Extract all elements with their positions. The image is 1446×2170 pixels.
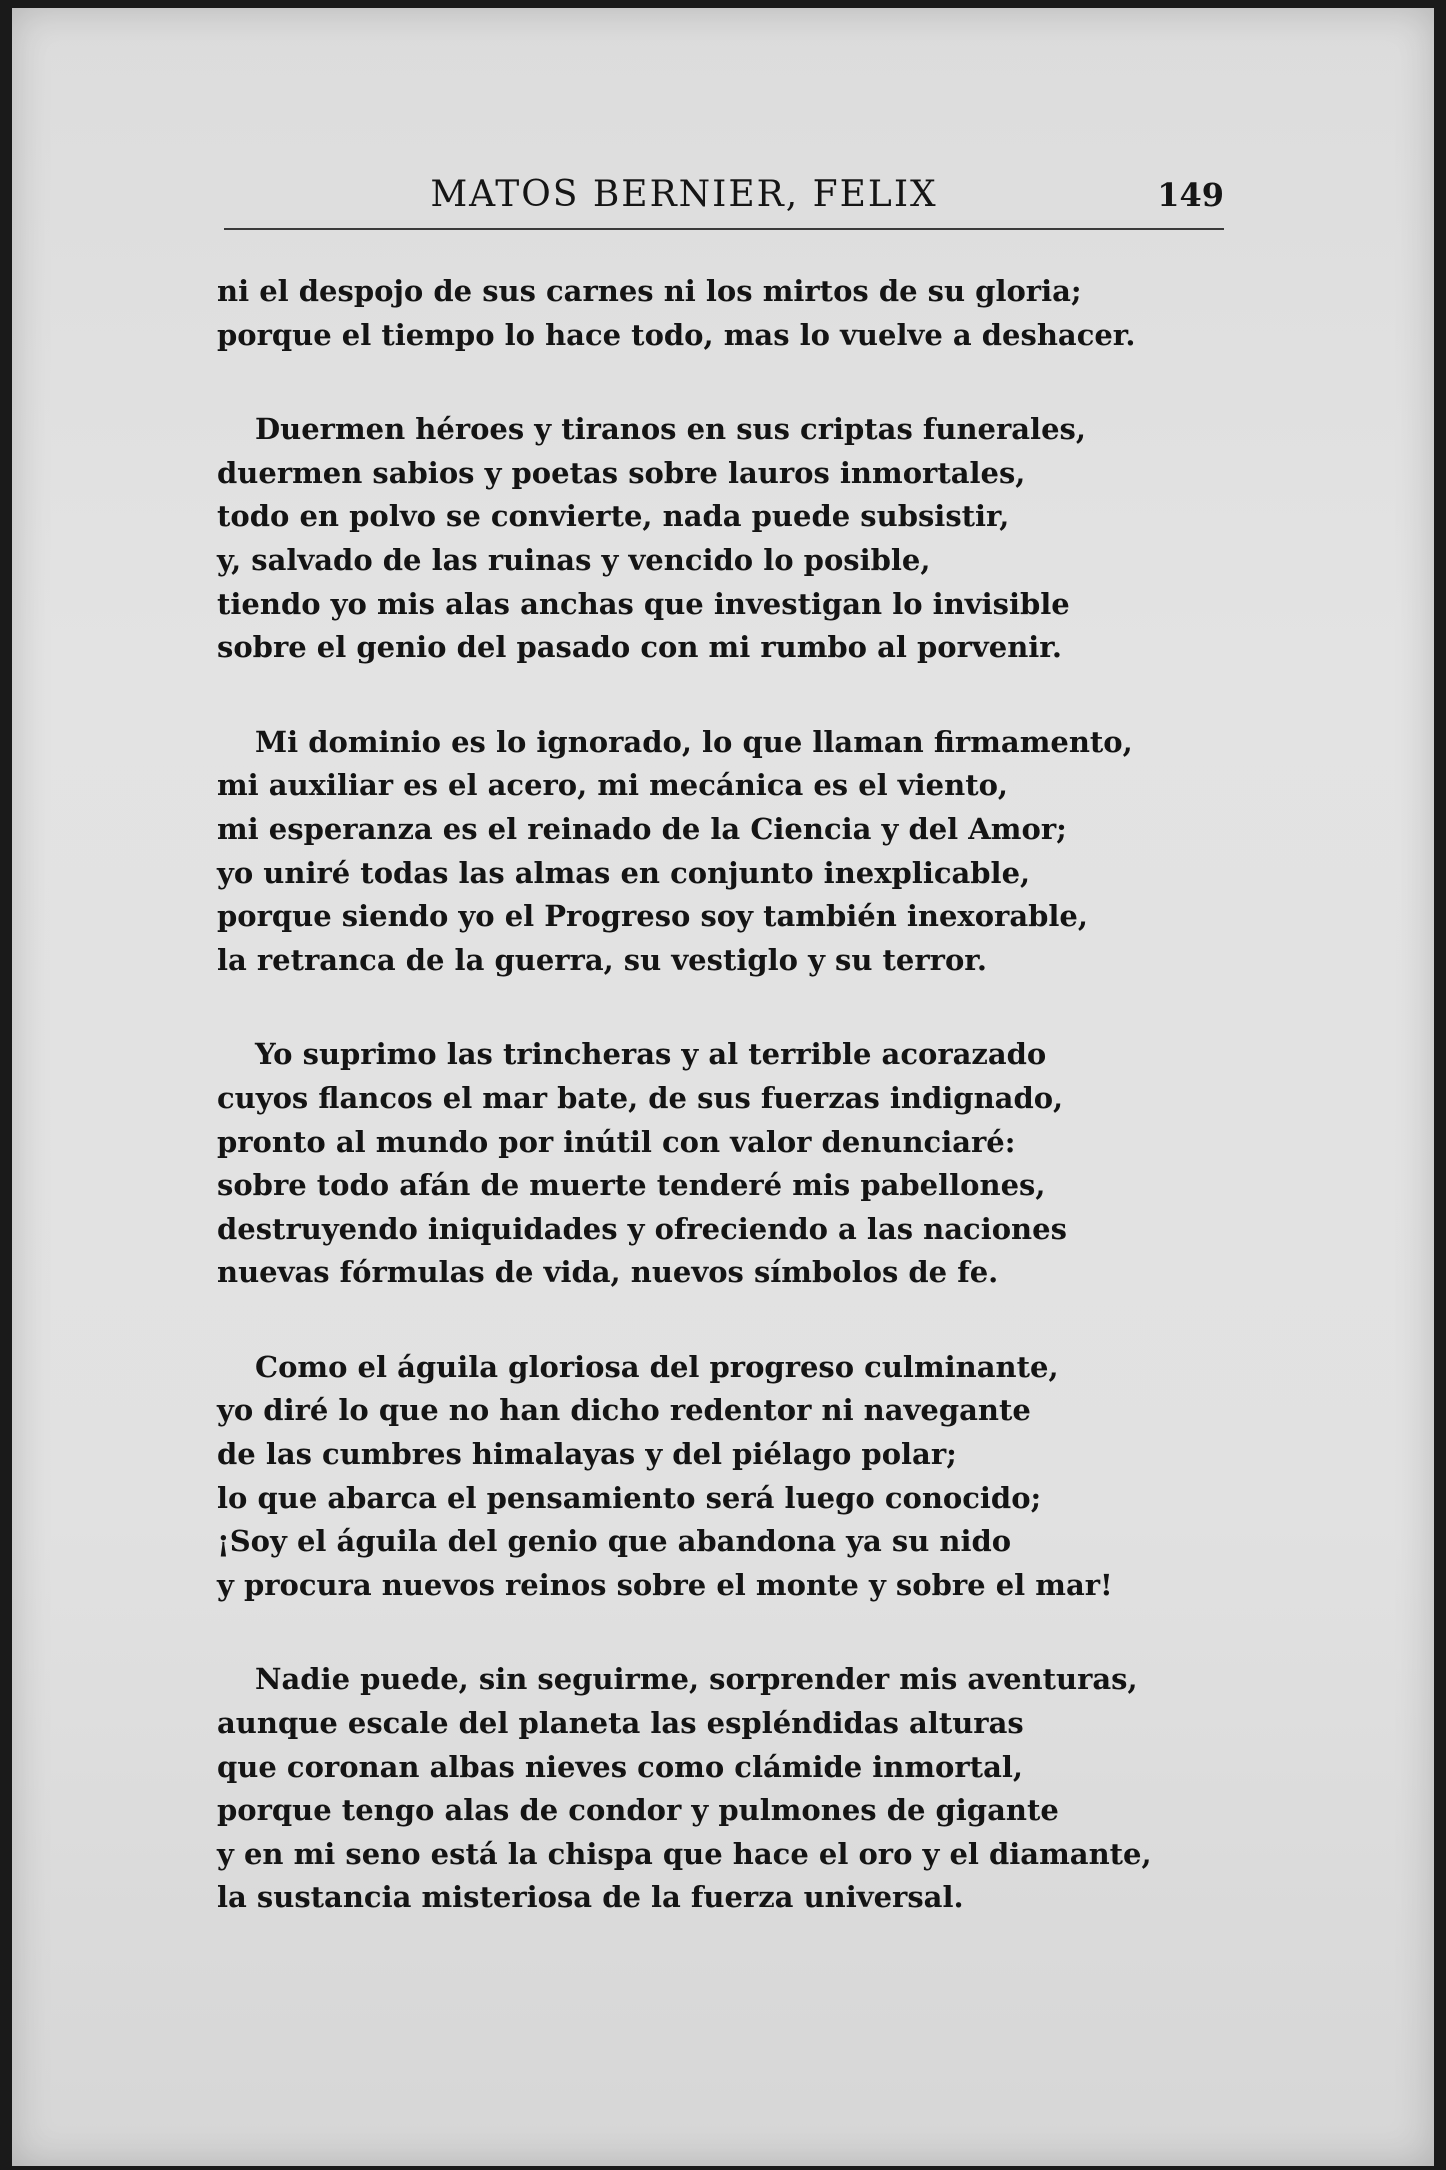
stanza xyxy=(217,408,1237,670)
verse-line: que coronan albas nieves como clámide inmortal, xyxy=(217,1749,1023,1784)
verse-line: Yo suprimo las trincheras y al terrible acorazado xyxy=(255,1037,1047,1072)
verse-line: mi auxiliar es el acero, mi mecánica es el viento, xyxy=(217,768,1009,803)
verse-line: tiendo yo mis alas anchas que investigan lo invisible xyxy=(217,586,1070,621)
stanza xyxy=(217,721,1237,983)
verse-line: yo diré lo que no han dicho redentor ni navegante xyxy=(217,1393,1031,1428)
stanza xyxy=(217,270,1237,357)
verse-line: y procura nuevos reinos sobre el monte y sobre el mar! xyxy=(217,1567,1113,1602)
verse-line: cuyos flancos el mar bate, de sus fuerzas indignado, xyxy=(217,1080,1064,1115)
verse-line: lo que abarca el pensamiento será luego conocido; xyxy=(217,1480,1042,1515)
verse-line: la sustancia misteriosa de la fuerza universal. xyxy=(217,1880,964,1915)
verse-line: Como el águila gloriosa del progreso culminante, xyxy=(255,1349,1059,1384)
verse-line: ni el despojo de sus carnes ni los mirtos de su gloria; xyxy=(217,274,1082,308)
page-number: 149 xyxy=(1157,176,1224,214)
verse-line: porque tengo alas de condor y pulmones de gigante xyxy=(217,1793,1059,1828)
verse-line: destruyendo iniquidades y ofreciendo a las naciones xyxy=(217,1211,1067,1246)
verse-line: duermen sabios y poetas sobre lauros inmortales, xyxy=(217,455,1026,490)
header-rule xyxy=(224,228,1224,230)
verse-line: porque el tiempo lo hace todo, mas lo vuelve a deshacer. xyxy=(217,317,1136,352)
verse-line: mi esperanza es el reinado de la Ciencia y del Amor; xyxy=(217,811,1067,846)
stanza xyxy=(217,1346,1237,1608)
poem-body xyxy=(217,270,1237,1971)
verse-line: de las cumbres himalayas y del piélago polar; xyxy=(217,1437,957,1472)
verse-line: y en mi seno está la chispa que hace el oro y el diamante, xyxy=(217,1836,1152,1871)
verse-line: Duermen héroes y tiranos en sus criptas funerales, xyxy=(255,412,1086,447)
verse-line: ¡Soy el águila del genio que abandona ya su nido xyxy=(217,1524,1012,1559)
stanza xyxy=(217,1033,1237,1295)
verse-line: yo uniré todas las almas en conjunto inexplicable, xyxy=(217,855,1031,890)
verse-line: todo en polvo se convierte, nada puede subsistir, xyxy=(217,499,1010,534)
verse-line: sobre todo afán de muerte tenderé mis pabellones, xyxy=(217,1168,1046,1203)
verse-line: nuevas fórmulas de vida, nuevos símbolos de fe. xyxy=(217,1255,999,1290)
verse-line: porque siendo yo el Progreso soy también inexorable, xyxy=(217,899,1088,934)
verse-line: pronto al mundo por inútil con valor denunciaré: xyxy=(217,1124,1016,1159)
verse-line: la retranca de la guerra, su vestiglo y su terror. xyxy=(217,942,988,977)
verse-line: Mi dominio es lo ignorado, lo que llaman firmamento, xyxy=(255,724,1133,759)
running-header xyxy=(224,158,1224,228)
verse-line: sobre el genio del pasado con mi rumbo al porvenir. xyxy=(217,630,1063,665)
header-title: MATOS BERNIER, FELIX xyxy=(430,174,938,215)
verse-line: aunque escale del planeta las espléndidas alturas xyxy=(217,1706,1024,1741)
stanza xyxy=(217,1658,1237,1920)
book-page xyxy=(12,8,1434,2166)
verse-line: y, salvado de las ruinas y vencido lo posible, xyxy=(217,542,931,577)
verse-line: Nadie puede, sin seguirme, sorprender mis aventuras, xyxy=(255,1662,1138,1697)
